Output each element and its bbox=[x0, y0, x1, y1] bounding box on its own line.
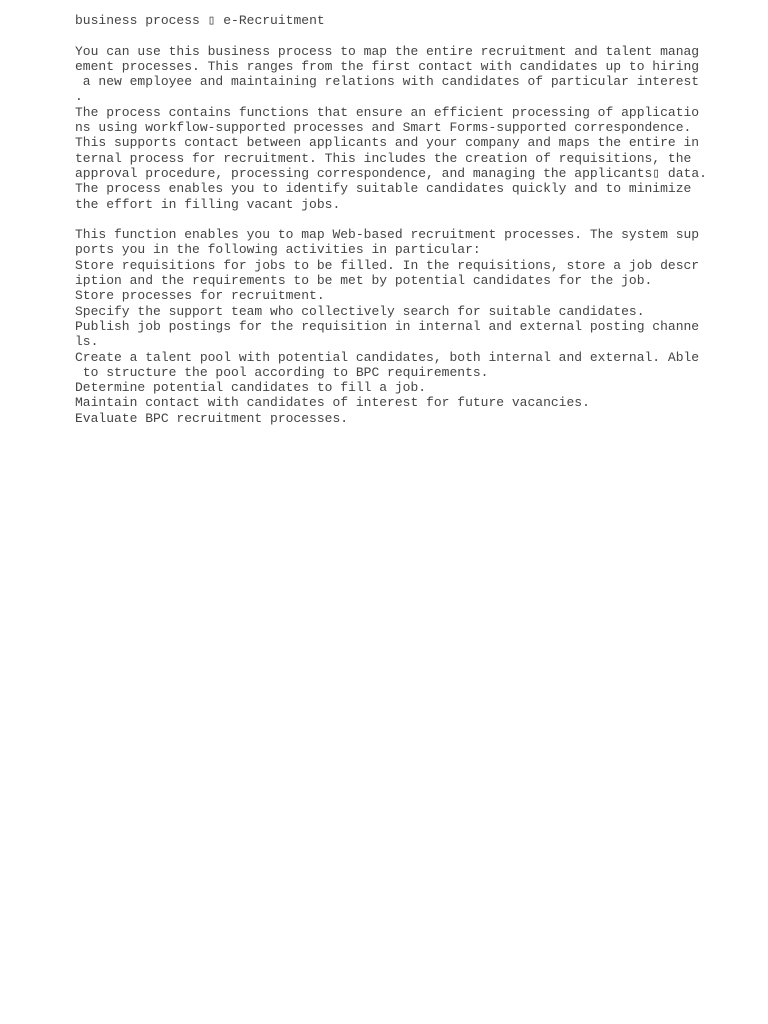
text-line: The process contains functions that ensure an efficient processing of applicatio bbox=[75, 104, 700, 120]
text-line: Store requisitions for jobs to be filled. In the requisitions, store a job descr bbox=[75, 257, 700, 273]
intro-paragraph bbox=[75, 44, 755, 212]
blank-line bbox=[75, 28, 755, 43]
text-line: This supports contact between applicants and your company and maps the entire in bbox=[75, 135, 700, 151]
text-line: ns using workflow-supported processes and Smart Forms-supported correspondence. bbox=[75, 120, 692, 136]
text-line: Create a talent pool with potential candidates, both internal and external. Able bbox=[75, 349, 700, 365]
text-line: . bbox=[75, 89, 83, 105]
text-line: Determine potential candidates to fill a job. bbox=[75, 380, 427, 396]
text-line: Evaluate BPC recruitment processes. bbox=[75, 410, 349, 426]
text-line: ports you in the following activities in particular: bbox=[75, 242, 481, 258]
text-line: approval procedure, processing correspondence, and managing the applicants▯ data. bbox=[75, 165, 707, 181]
text-line: Specify the support team who collectively search for suitable candidates. bbox=[75, 303, 645, 319]
text-line: Maintain contact with candidates of interest for future vacancies. bbox=[75, 395, 590, 411]
text-line: You can use this business process to map the entire recruitment and talent manag bbox=[75, 43, 700, 59]
text-line: to structure the pool according to BPC requirements. bbox=[75, 364, 489, 380]
text-line: a new employee and maintaining relations with candidates of particular interest bbox=[75, 74, 700, 90]
text-line: The process enables you to identify suitable candidates quickly and to minimize bbox=[75, 181, 692, 197]
text-line: the effort in filling vacant jobs. bbox=[75, 196, 341, 212]
text-line: Publish job postings for the requisition in internal and external posting channe bbox=[75, 318, 700, 334]
text-line: This function enables you to map Web-based recruitment processes. The system sup bbox=[75, 227, 700, 243]
document-page bbox=[75, 13, 755, 426]
text-line: iption and the requirements to be met by potential candidates for the job. bbox=[75, 273, 653, 289]
text-line: Store processes for recruitment. bbox=[75, 288, 325, 304]
text-line: ternal process for recruitment. This includes the creation of requisitions, the bbox=[75, 150, 692, 166]
blank-line bbox=[75, 212, 755, 227]
document-title: business process ▯ e-Recruitment bbox=[75, 13, 325, 28]
text-line: ement processes. This ranges from the first contact with candidates up to hiring bbox=[75, 58, 700, 74]
activities-paragraph bbox=[75, 227, 755, 426]
text-line: ls. bbox=[75, 334, 99, 350]
